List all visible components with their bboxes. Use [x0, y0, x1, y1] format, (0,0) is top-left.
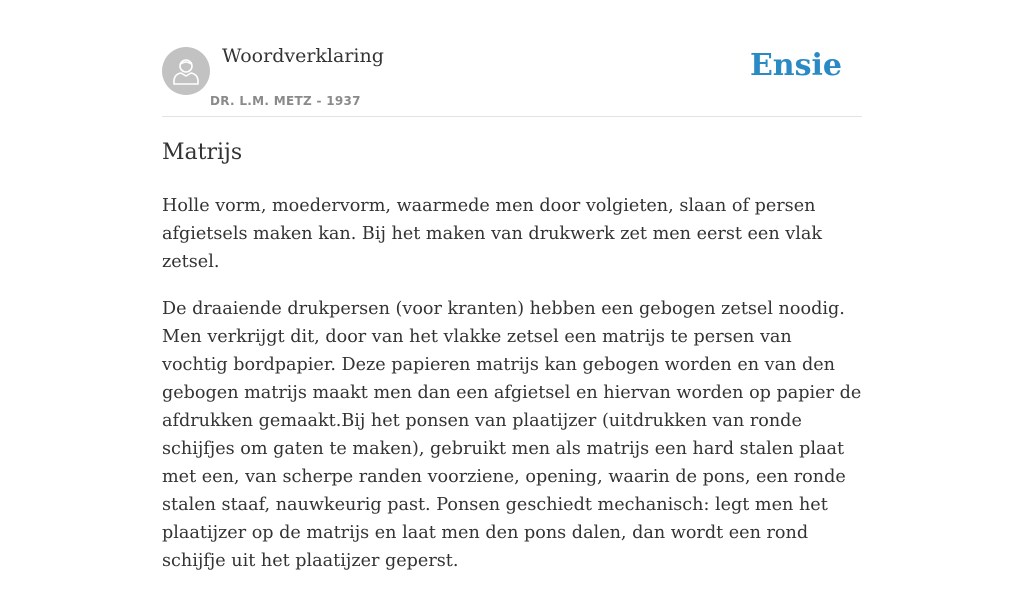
source-author-year: DR. L.M. METZ - 1937 [210, 94, 361, 108]
entry-paragraph: De draaiende drukpersen (voor kranten) hebben een gebogen zetsel noodig. Men verkrijgt dit, door van het vlakke zetsel een matrijs te persen van vochtig bordpapier. Deze papieren matrijs kan gebogen worden en van den gebogen matrijs maakt men dan een afgietsel en hiervan worden op papier de afdrukken gemaakt.Bij het ponsen van plaatijzer (uitdrukken van ronde schijfjes om gaten te maken), gebruikt men als matrijs een hard stalen plaat met een, van scherpe randen voorziene, opening, waarin de pons, een ronde stalen staaf, nauwkeurig past. Ponsen geschiedt mechanisch: legt men het plaatijzer op de matrijs en laat men den pons dalen, dan wordt een rond schijfje uit het plaatijzer geperst. [162, 299, 862, 571]
entry-body [162, 192, 862, 594]
entry-paragraph: Holle vorm, moedervorm, waarmede men door volgieten, slaan of persen afgietsels maken kan. Bij het maken van drukwerk zet men eerst een vlak zetsel. [162, 196, 822, 272]
avatar [162, 47, 210, 95]
user-icon [162, 47, 210, 95]
source-header [162, 0, 862, 117]
source-title[interactable]: Woordverklaring [222, 45, 384, 67]
entry-title: Matrijs [162, 140, 243, 165]
ensie-logo[interactable]: Ensie [749, 48, 842, 83]
